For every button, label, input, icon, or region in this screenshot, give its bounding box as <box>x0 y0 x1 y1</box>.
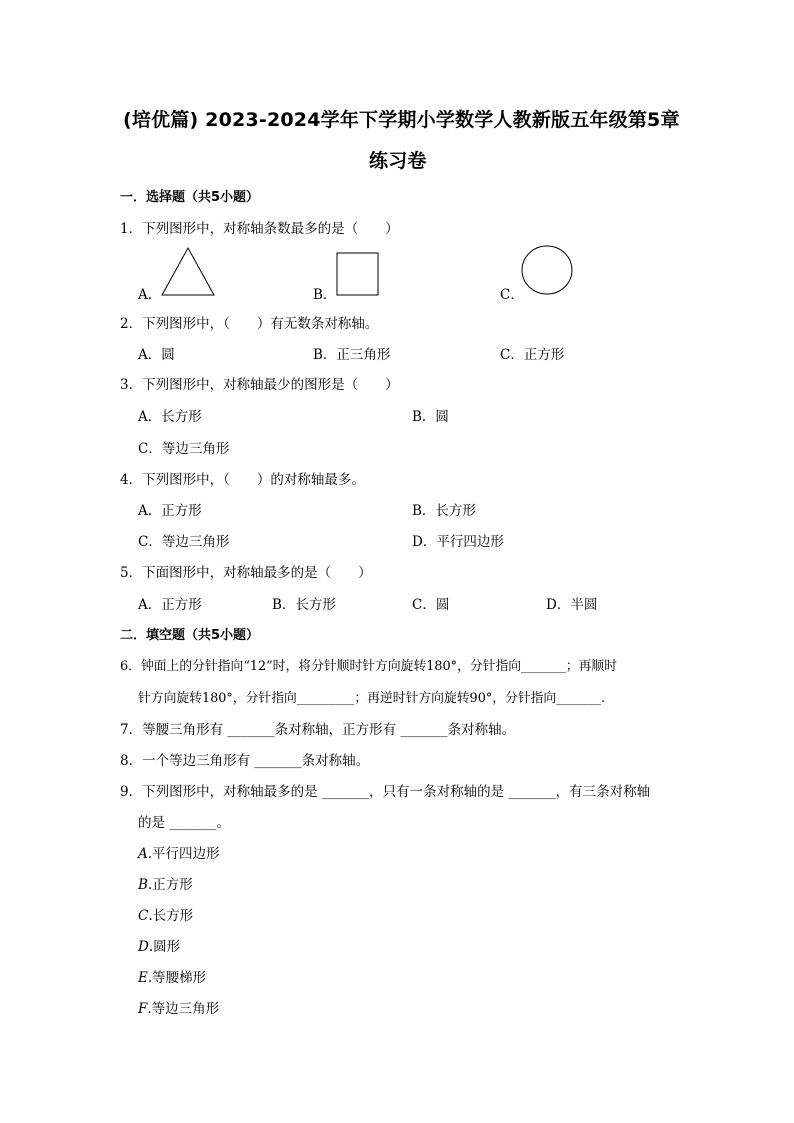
question-6-line2: 针方向旋转180°，分针指向_________；再逆时针方向旋转90°，分针指向_______. <box>138 691 606 706</box>
question-1-option-c-label: C． <box>500 287 524 303</box>
question-9-line1: 9．下列图形中，对称轴最多的是 _______，只有一条对称轴的是 _______，有三条对称轴 <box>120 784 651 800</box>
question-2-option-b: B．正三角形 <box>313 347 391 363</box>
question-6-line1: 6．钟面上的分针指向“12”时，将分针顺时针方向旋转180°，分针指向_______；再顺时 <box>120 659 618 674</box>
question-5-option-c: C．圆 <box>412 597 450 613</box>
question-1-option-a-label: A． <box>138 287 162 303</box>
question-9-option-b: B.正方形 <box>138 877 193 893</box>
square-icon <box>336 252 380 296</box>
question-1-stem: 1．下列图形中，对称轴条数最多的是（ ） <box>120 221 399 237</box>
question-5-option-b: B．长方形 <box>272 597 336 613</box>
section-heading-fill: 二．填空题（共5小题） <box>120 628 260 643</box>
question-3-option-b: B．圆 <box>412 409 449 425</box>
question-4-stem: 4．下列图形中，（ ）的对称轴最多。 <box>120 472 365 488</box>
triangle-icon <box>160 246 216 298</box>
question-5-stem: 5．下面图形中，对称轴最多的是（ ） <box>120 565 372 581</box>
page-title-line2: 练习卷 <box>369 150 427 172</box>
question-3-stem: 3．下列图形中，对称轴最少的图形是（ ） <box>120 377 399 393</box>
section-heading-choice: 一．选择题（共5小题） <box>120 190 260 205</box>
question-3-option-c: C．等边三角形 <box>138 441 230 457</box>
question-4-option-c: C．等边三角形 <box>138 534 230 550</box>
question-5-option-d: D．半圆 <box>546 597 598 613</box>
question-9-option-d: D.圆形 <box>138 939 181 955</box>
question-9-option-f: F.等边三角形 <box>138 1001 220 1017</box>
question-7: 7．等腰三角形有 _______条对称轴，正方形有 _______条对称轴。 <box>120 722 516 738</box>
question-4-option-d: D．平行四边形 <box>412 534 504 550</box>
question-9-line2: 的是 _______。 <box>138 815 231 831</box>
question-9-option-c: C.长方形 <box>138 908 194 924</box>
question-2-option-c: C．正方形 <box>500 347 565 363</box>
question-1-option-b-label: B． <box>313 287 337 303</box>
question-9-option-e: E.等腰梯形 <box>138 970 207 986</box>
question-2-option-a: A．圆 <box>138 347 175 363</box>
question-2-stem: 2．下列图形中，（ ）有无数条对称轴。 <box>120 316 379 332</box>
question-3-option-a: A．长方形 <box>138 409 202 425</box>
question-4-option-b: B．长方形 <box>412 503 476 519</box>
question-8: 8．一个等边三角形有 _______条对称轴。 <box>120 753 370 769</box>
question-4-option-a: A．正方形 <box>138 503 202 519</box>
question-5-option-a: A．正方形 <box>138 597 202 613</box>
page-title: (培优篇) 2023-2024学年下学期小学数学人教新版五年级第5章 <box>123 109 680 131</box>
circle-icon <box>521 245 575 297</box>
question-9-option-a: A.平行四边形 <box>138 846 220 862</box>
